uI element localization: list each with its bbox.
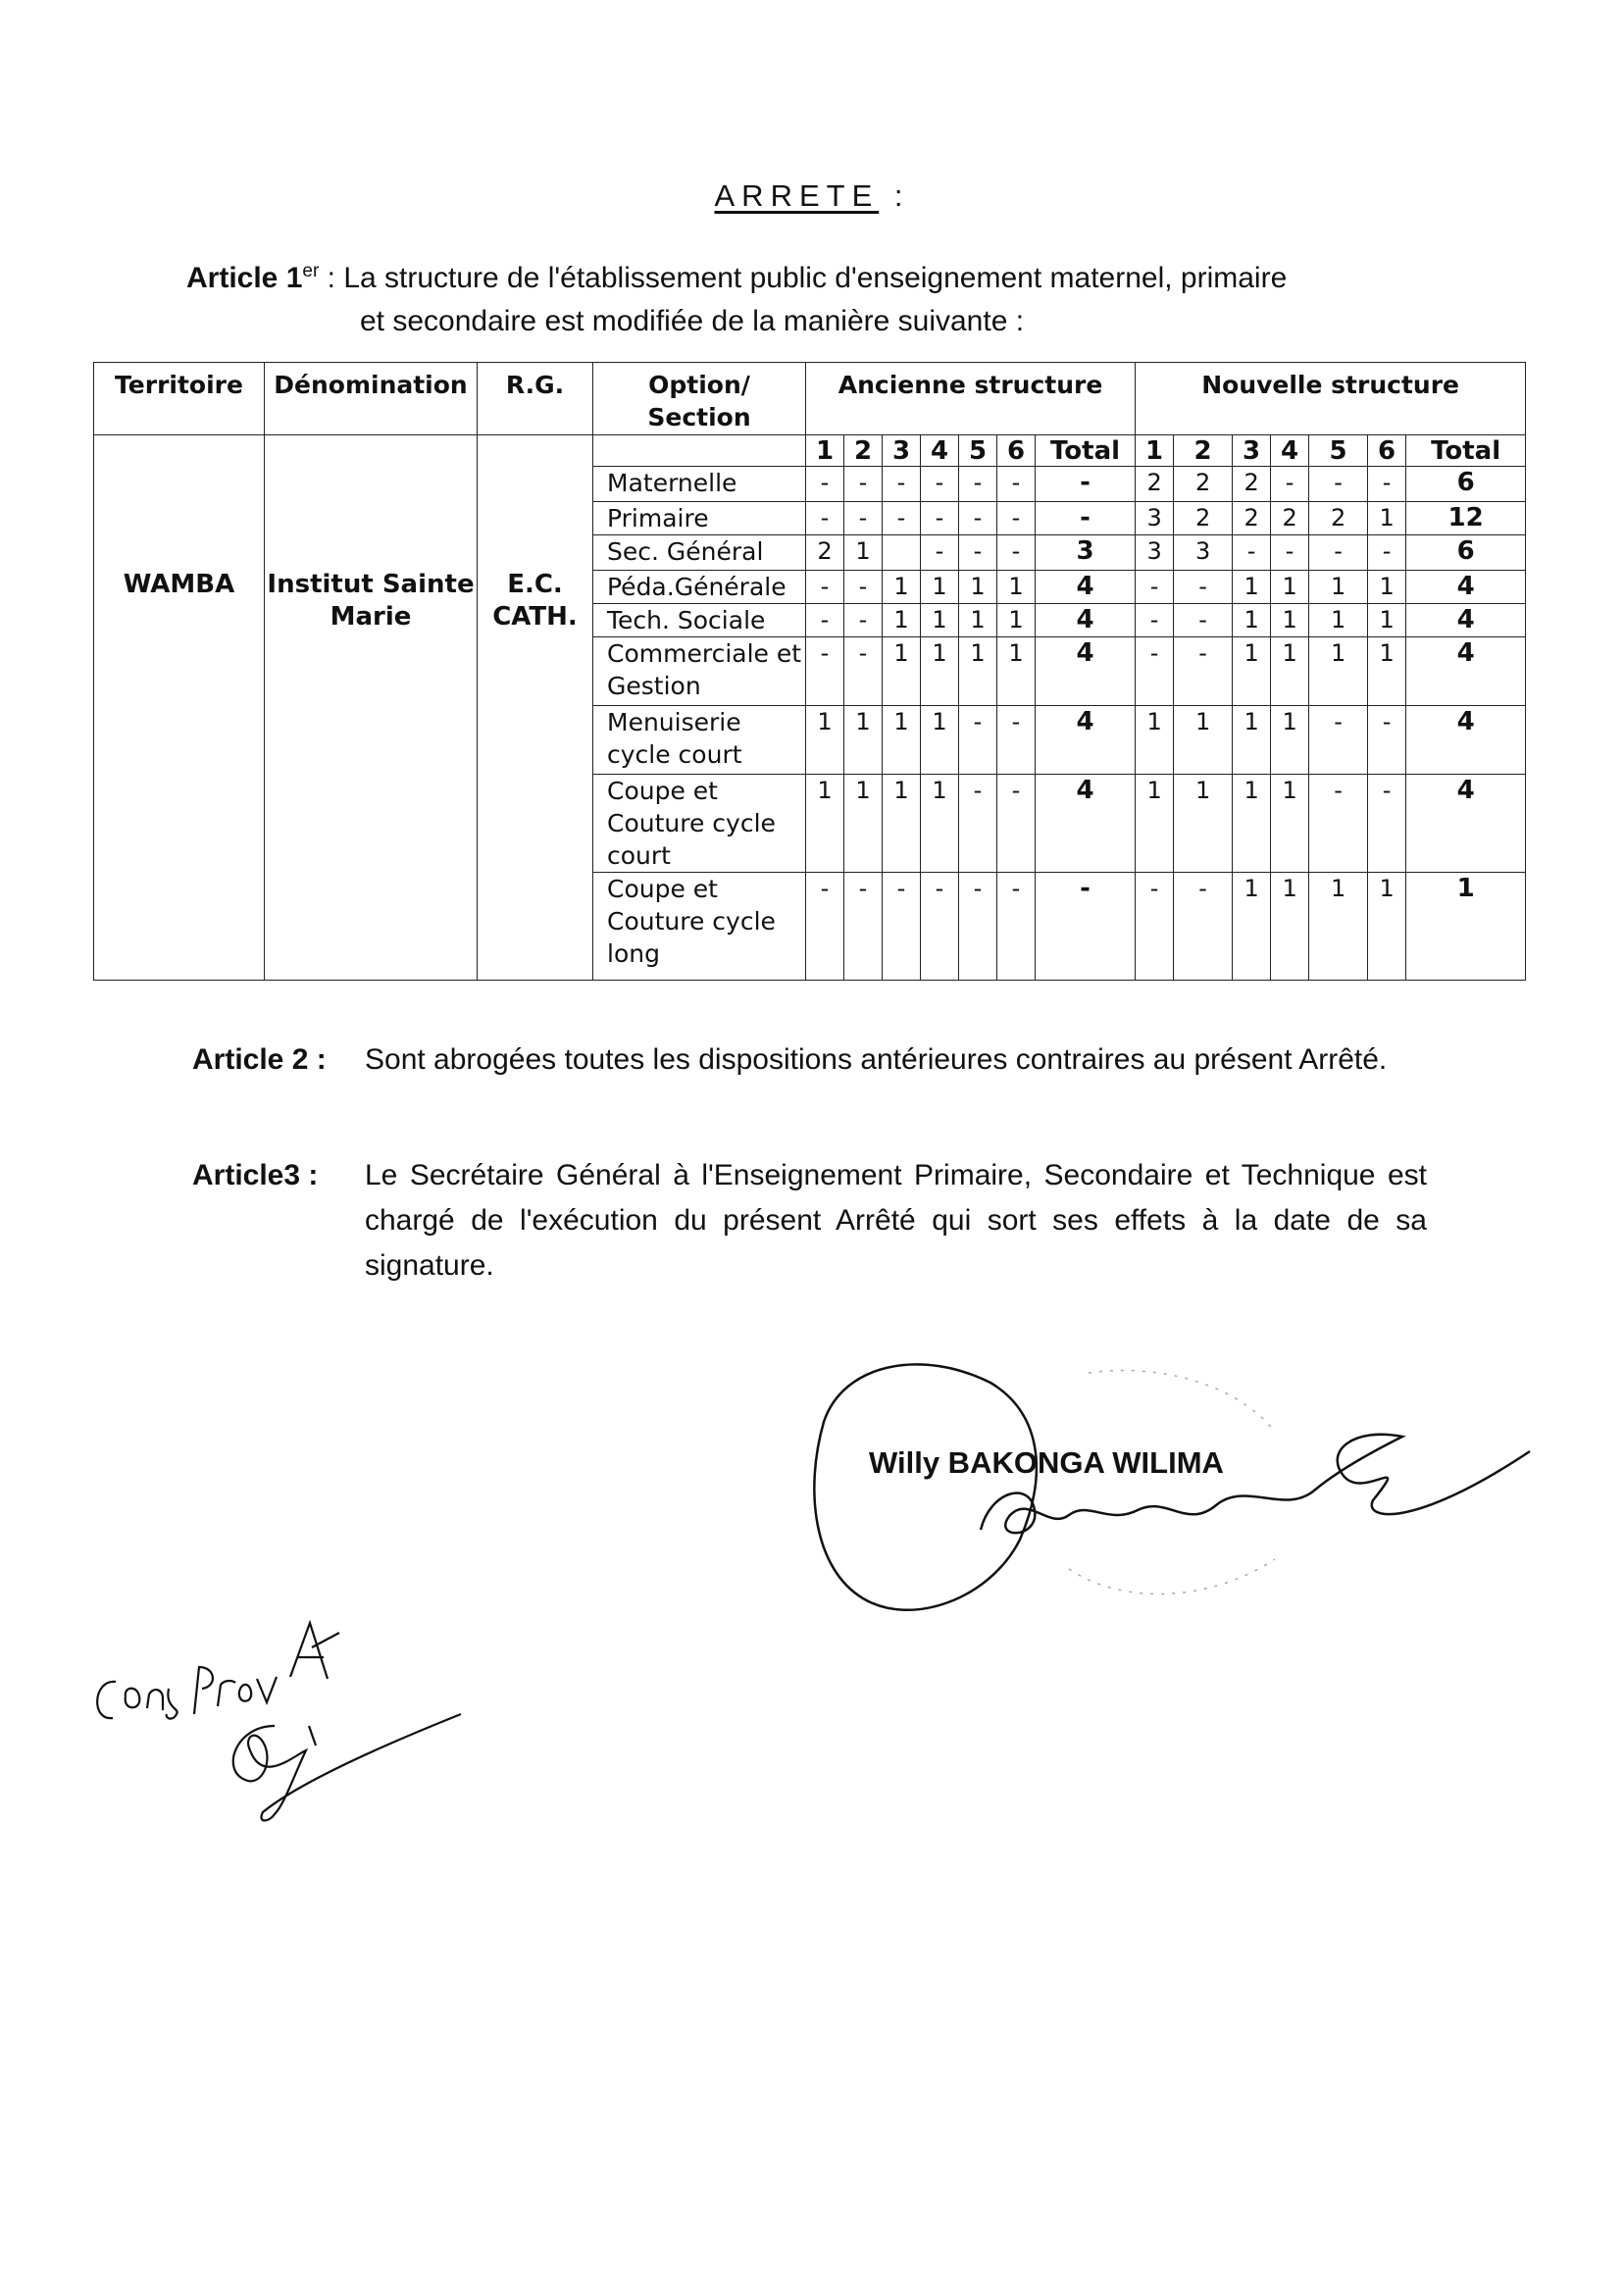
nouvelle-class-3-cell: 1: [1233, 637, 1271, 706]
nouvelle-total-cell: 4: [1406, 604, 1526, 637]
nouvelle-class-3-cell: 2: [1233, 467, 1271, 502]
header-denomination: Dénomination: [265, 363, 478, 435]
nouvelle-class-1-cell: 2: [1136, 467, 1174, 502]
nouvelle-class-4-cell: 2: [1271, 502, 1309, 535]
subheader-nouvelle-6: 6: [1368, 435, 1406, 467]
entity-denomination: Institut Sainte Marie: [265, 435, 478, 981]
nouvelle-class-1-cell: 1: [1136, 775, 1174, 873]
ancienne-class-1-cell: -: [806, 873, 844, 981]
nouvelle-class-4-cell: -: [1271, 467, 1309, 502]
ancienne-class-2-cell: -: [844, 604, 883, 637]
option-label: Primaire: [593, 502, 806, 535]
ancienne-class-1-cell: -: [806, 467, 844, 502]
ancienne-class-2-cell: -: [844, 467, 883, 502]
nouvelle-class-2-cell: 2: [1174, 467, 1233, 502]
nouvelle-class-1-cell: -: [1136, 873, 1174, 981]
ancienne-class-3-cell: 1: [883, 604, 921, 637]
nouvelle-class-6-cell: 1: [1368, 873, 1406, 981]
option-label: Maternelle: [593, 467, 806, 502]
nouvelle-class-6-cell: 1: [1368, 571, 1406, 604]
ancienne-class-1-cell: -: [806, 637, 844, 706]
option-label: Sec. Général: [593, 535, 806, 571]
subheader-nouvelle-2: 2: [1174, 435, 1233, 467]
ancienne-class-2-cell: -: [844, 873, 883, 981]
ancienne-class-3-cell: -: [883, 873, 921, 981]
ancienne-class-4-cell: 1: [921, 604, 959, 637]
ancienne-class-5-cell: -: [959, 467, 997, 502]
ancienne-class-5-cell: 1: [959, 604, 997, 637]
ancienne-class-3-cell: -: [883, 502, 921, 535]
ancienne-total-cell: -: [1036, 873, 1136, 981]
article-1-label-text: Article 1: [186, 262, 303, 294]
nouvelle-class-5-cell: 2: [1309, 502, 1368, 535]
ancienne-class-5-cell: -: [959, 706, 997, 775]
ancienne-class-2-cell: 1: [844, 706, 883, 775]
nouvelle-total-cell: 4: [1406, 706, 1526, 775]
ancienne-total-cell: 4: [1036, 571, 1136, 604]
nouvelle-class-5-cell: -: [1309, 535, 1368, 571]
ancienne-class-5-cell: 1: [959, 637, 997, 706]
subheader-ancienne-5: 5: [959, 435, 997, 467]
ancienne-class-4-cell: 1: [921, 637, 959, 706]
article-3-label: Article3 :: [192, 1159, 319, 1191]
nouvelle-class-6-cell: 1: [1368, 637, 1406, 706]
nouvelle-total-cell: 4: [1406, 637, 1526, 706]
header-ancienne-structure: Ancienne structure: [806, 363, 1136, 435]
subheader-ancienne-3: 3: [883, 435, 921, 467]
ancienne-class-1-cell: -: [806, 604, 844, 637]
decree-heading-colon: :: [879, 178, 910, 213]
ancienne-class-6-cell: -: [997, 706, 1036, 775]
ancienne-class-4-cell: 1: [921, 571, 959, 604]
ancienne-total-cell: 3: [1036, 535, 1136, 571]
article-3-text: Le Secrétaire Général à l'Enseignement Primaire, Secondaire et Technique est chargé de l'exécution du présent Arrêté qui sort ses effets à la date de sa signature.: [365, 1159, 1427, 1282]
nouvelle-class-5-cell: -: [1309, 706, 1368, 775]
ancienne-class-5-cell: -: [959, 502, 997, 535]
subheader-nouvelle-total: Total: [1406, 435, 1526, 467]
stamp-marks: [1069, 1371, 1275, 1594]
nouvelle-class-6-cell: 1: [1368, 502, 1406, 535]
nouvelle-class-3-cell: -: [1233, 535, 1271, 571]
nouvelle-class-1-cell: -: [1136, 604, 1174, 637]
ancienne-class-1-cell: 1: [806, 775, 844, 873]
header-option-section: Option/ Section: [593, 363, 806, 435]
subheader-ancienne-total: Total: [1036, 435, 1136, 467]
header-rg: R.G.: [478, 363, 593, 435]
nouvelle-class-2-cell: 1: [1174, 775, 1233, 873]
ancienne-class-3-cell: 1: [883, 571, 921, 604]
nouvelle-class-1-cell: -: [1136, 571, 1174, 604]
nouvelle-total-cell: 4: [1406, 775, 1526, 873]
ancienne-class-6-cell: 1: [997, 571, 1036, 604]
ancienne-class-2-cell: 1: [844, 535, 883, 571]
option-label: Péda.Générale: [593, 571, 806, 604]
entity-rg: E.C. CATH.: [478, 435, 593, 981]
nouvelle-class-3-cell: 1: [1233, 775, 1271, 873]
nouvelle-class-1-cell: 1: [1136, 706, 1174, 775]
ancienne-class-2-cell: -: [844, 502, 883, 535]
nouvelle-class-4-cell: 1: [1271, 706, 1309, 775]
ancienne-class-1-cell: 1: [806, 706, 844, 775]
article-1-line-1: La structure de l'établissement public d'enseignement maternel, primaire: [343, 262, 1288, 294]
ancienne-class-6-cell: 1: [997, 637, 1036, 706]
nouvelle-class-5-cell: 1: [1309, 604, 1368, 637]
nouvelle-class-4-cell: 1: [1271, 604, 1309, 637]
subheader-ancienne-6: 6: [997, 435, 1036, 467]
subheader-ancienne-4: 4: [921, 435, 959, 467]
ancienne-class-6-cell: -: [997, 502, 1036, 535]
article-1-separator: :: [319, 262, 344, 294]
ancienne-total-cell: -: [1036, 467, 1136, 502]
nouvelle-class-4-cell: 1: [1271, 873, 1309, 981]
ancienne-class-1-cell: -: [806, 502, 844, 535]
subheader-nouvelle-4: 4: [1271, 435, 1309, 467]
nouvelle-class-2-cell: -: [1174, 571, 1233, 604]
ancienne-total-cell: 4: [1036, 775, 1136, 873]
article-2-label: Article 2 :: [192, 1043, 327, 1076]
nouvelle-class-3-cell: 1: [1233, 571, 1271, 604]
ancienne-class-4-cell: 1: [921, 775, 959, 873]
nouvelle-total-cell: 6: [1406, 467, 1526, 502]
nouvelle-class-2-cell: -: [1174, 637, 1233, 706]
signer-name: Willy BAKONGA WILIMA: [869, 1445, 1224, 1480]
option-label: Coupe et Couture cycle court: [593, 775, 806, 873]
entity-territoire: WAMBA: [94, 435, 265, 981]
nouvelle-total-cell: 4: [1406, 571, 1526, 604]
article-1-superscript: er: [302, 261, 320, 281]
nouvelle-class-4-cell: 1: [1271, 571, 1309, 604]
ancienne-class-4-cell: -: [921, 535, 959, 571]
nouvelle-class-4-cell: 1: [1271, 775, 1309, 873]
ancienne-class-1-cell: 2: [806, 535, 844, 571]
margin-annotation: [97, 1623, 461, 1821]
nouvelle-total-cell: 1: [1406, 873, 1526, 981]
nouvelle-class-3-cell: 1: [1233, 604, 1271, 637]
ancienne-class-6-cell: 1: [997, 604, 1036, 637]
ancienne-class-6-cell: -: [997, 467, 1036, 502]
ancienne-class-2-cell: -: [844, 637, 883, 706]
header-territoire: Territoire: [94, 363, 265, 435]
option-label: Tech. Sociale: [593, 604, 806, 637]
ancienne-class-4-cell: -: [921, 873, 959, 981]
ancienne-class-6-cell: -: [997, 775, 1036, 873]
ancienne-total-cell: 4: [1036, 637, 1136, 706]
nouvelle-class-6-cell: -: [1368, 535, 1406, 571]
nouvelle-class-2-cell: -: [1174, 873, 1233, 981]
nouvelle-class-1-cell: 3: [1136, 535, 1174, 571]
nouvelle-class-1-cell: -: [1136, 637, 1174, 706]
ancienne-class-4-cell: 1: [921, 706, 959, 775]
option-label: Menuiserie cycle court: [593, 706, 806, 775]
ancienne-class-3-cell: 1: [883, 706, 921, 775]
ancienne-total-cell: 4: [1036, 706, 1136, 775]
nouvelle-class-5-cell: 1: [1309, 571, 1368, 604]
option-label: Commerciale et Gestion: [593, 637, 806, 706]
ancienne-class-6-cell: -: [997, 535, 1036, 571]
subheader-nouvelle-1: 1: [1136, 435, 1174, 467]
nouvelle-class-2-cell: 1: [1174, 706, 1233, 775]
ancienne-class-3-cell: -: [883, 467, 921, 502]
nouvelle-total-cell: 12: [1406, 502, 1526, 535]
article-2-text: Sont abrogées toutes les dispositions antérieures contraires au présent Arrêté.: [365, 1043, 1388, 1076]
nouvelle-class-4-cell: 1: [1271, 637, 1309, 706]
ancienne-class-2-cell: 1: [844, 775, 883, 873]
ancienne-class-3-cell: 1: [883, 637, 921, 706]
nouvelle-class-1-cell: 3: [1136, 502, 1174, 535]
nouvelle-class-5-cell: -: [1309, 775, 1368, 873]
nouvelle-class-6-cell: -: [1368, 775, 1406, 873]
nouvelle-class-5-cell: -: [1309, 467, 1368, 502]
nouvelle-class-4-cell: -: [1271, 535, 1309, 571]
nouvelle-class-6-cell: 1: [1368, 604, 1406, 637]
ancienne-class-5-cell: 1: [959, 571, 997, 604]
decree-heading-text: ARRETE: [714, 178, 880, 213]
nouvelle-class-5-cell: 1: [1309, 637, 1368, 706]
subheader-nouvelle-5: 5: [1309, 435, 1368, 467]
nouvelle-class-6-cell: -: [1368, 467, 1406, 502]
ancienne-class-5-cell: -: [959, 535, 997, 571]
ancienne-class-2-cell: -: [844, 571, 883, 604]
ancienne-class-4-cell: -: [921, 467, 959, 502]
ancienne-class-3-cell: 1: [883, 775, 921, 873]
nouvelle-class-2-cell: -: [1174, 604, 1233, 637]
ancienne-total-cell: 4: [1036, 604, 1136, 637]
nouvelle-total-cell: 6: [1406, 535, 1526, 571]
subheader-ancienne-2: 2: [844, 435, 883, 467]
ancienne-class-5-cell: -: [959, 775, 997, 873]
option-label: Coupe et Couture cycle long: [593, 873, 806, 981]
ancienne-class-1-cell: -: [806, 571, 844, 604]
nouvelle-class-3-cell: 1: [1233, 873, 1271, 981]
ancienne-class-4-cell: -: [921, 502, 959, 535]
official-signature: [814, 1364, 1530, 1609]
nouvelle-class-2-cell: 3: [1174, 535, 1233, 571]
nouvelle-class-5-cell: 1: [1309, 873, 1368, 981]
ancienne-total-cell: -: [1036, 502, 1136, 535]
ancienne-class-6-cell: -: [997, 873, 1036, 981]
subheader-ancienne-1: 1: [806, 435, 844, 467]
header-nouvelle-structure: Nouvelle structure: [1136, 363, 1526, 435]
nouvelle-class-3-cell: 1: [1233, 706, 1271, 775]
nouvelle-class-6-cell: -: [1368, 706, 1406, 775]
nouvelle-class-2-cell: 2: [1174, 502, 1233, 535]
article-1-line-2: et secondaire est modifiée de la manière suivante :: [360, 305, 1025, 337]
nouvelle-class-3-cell: 2: [1233, 502, 1271, 535]
subheader-nouvelle-3: 3: [1233, 435, 1271, 467]
ancienne-class-5-cell: -: [959, 873, 997, 981]
